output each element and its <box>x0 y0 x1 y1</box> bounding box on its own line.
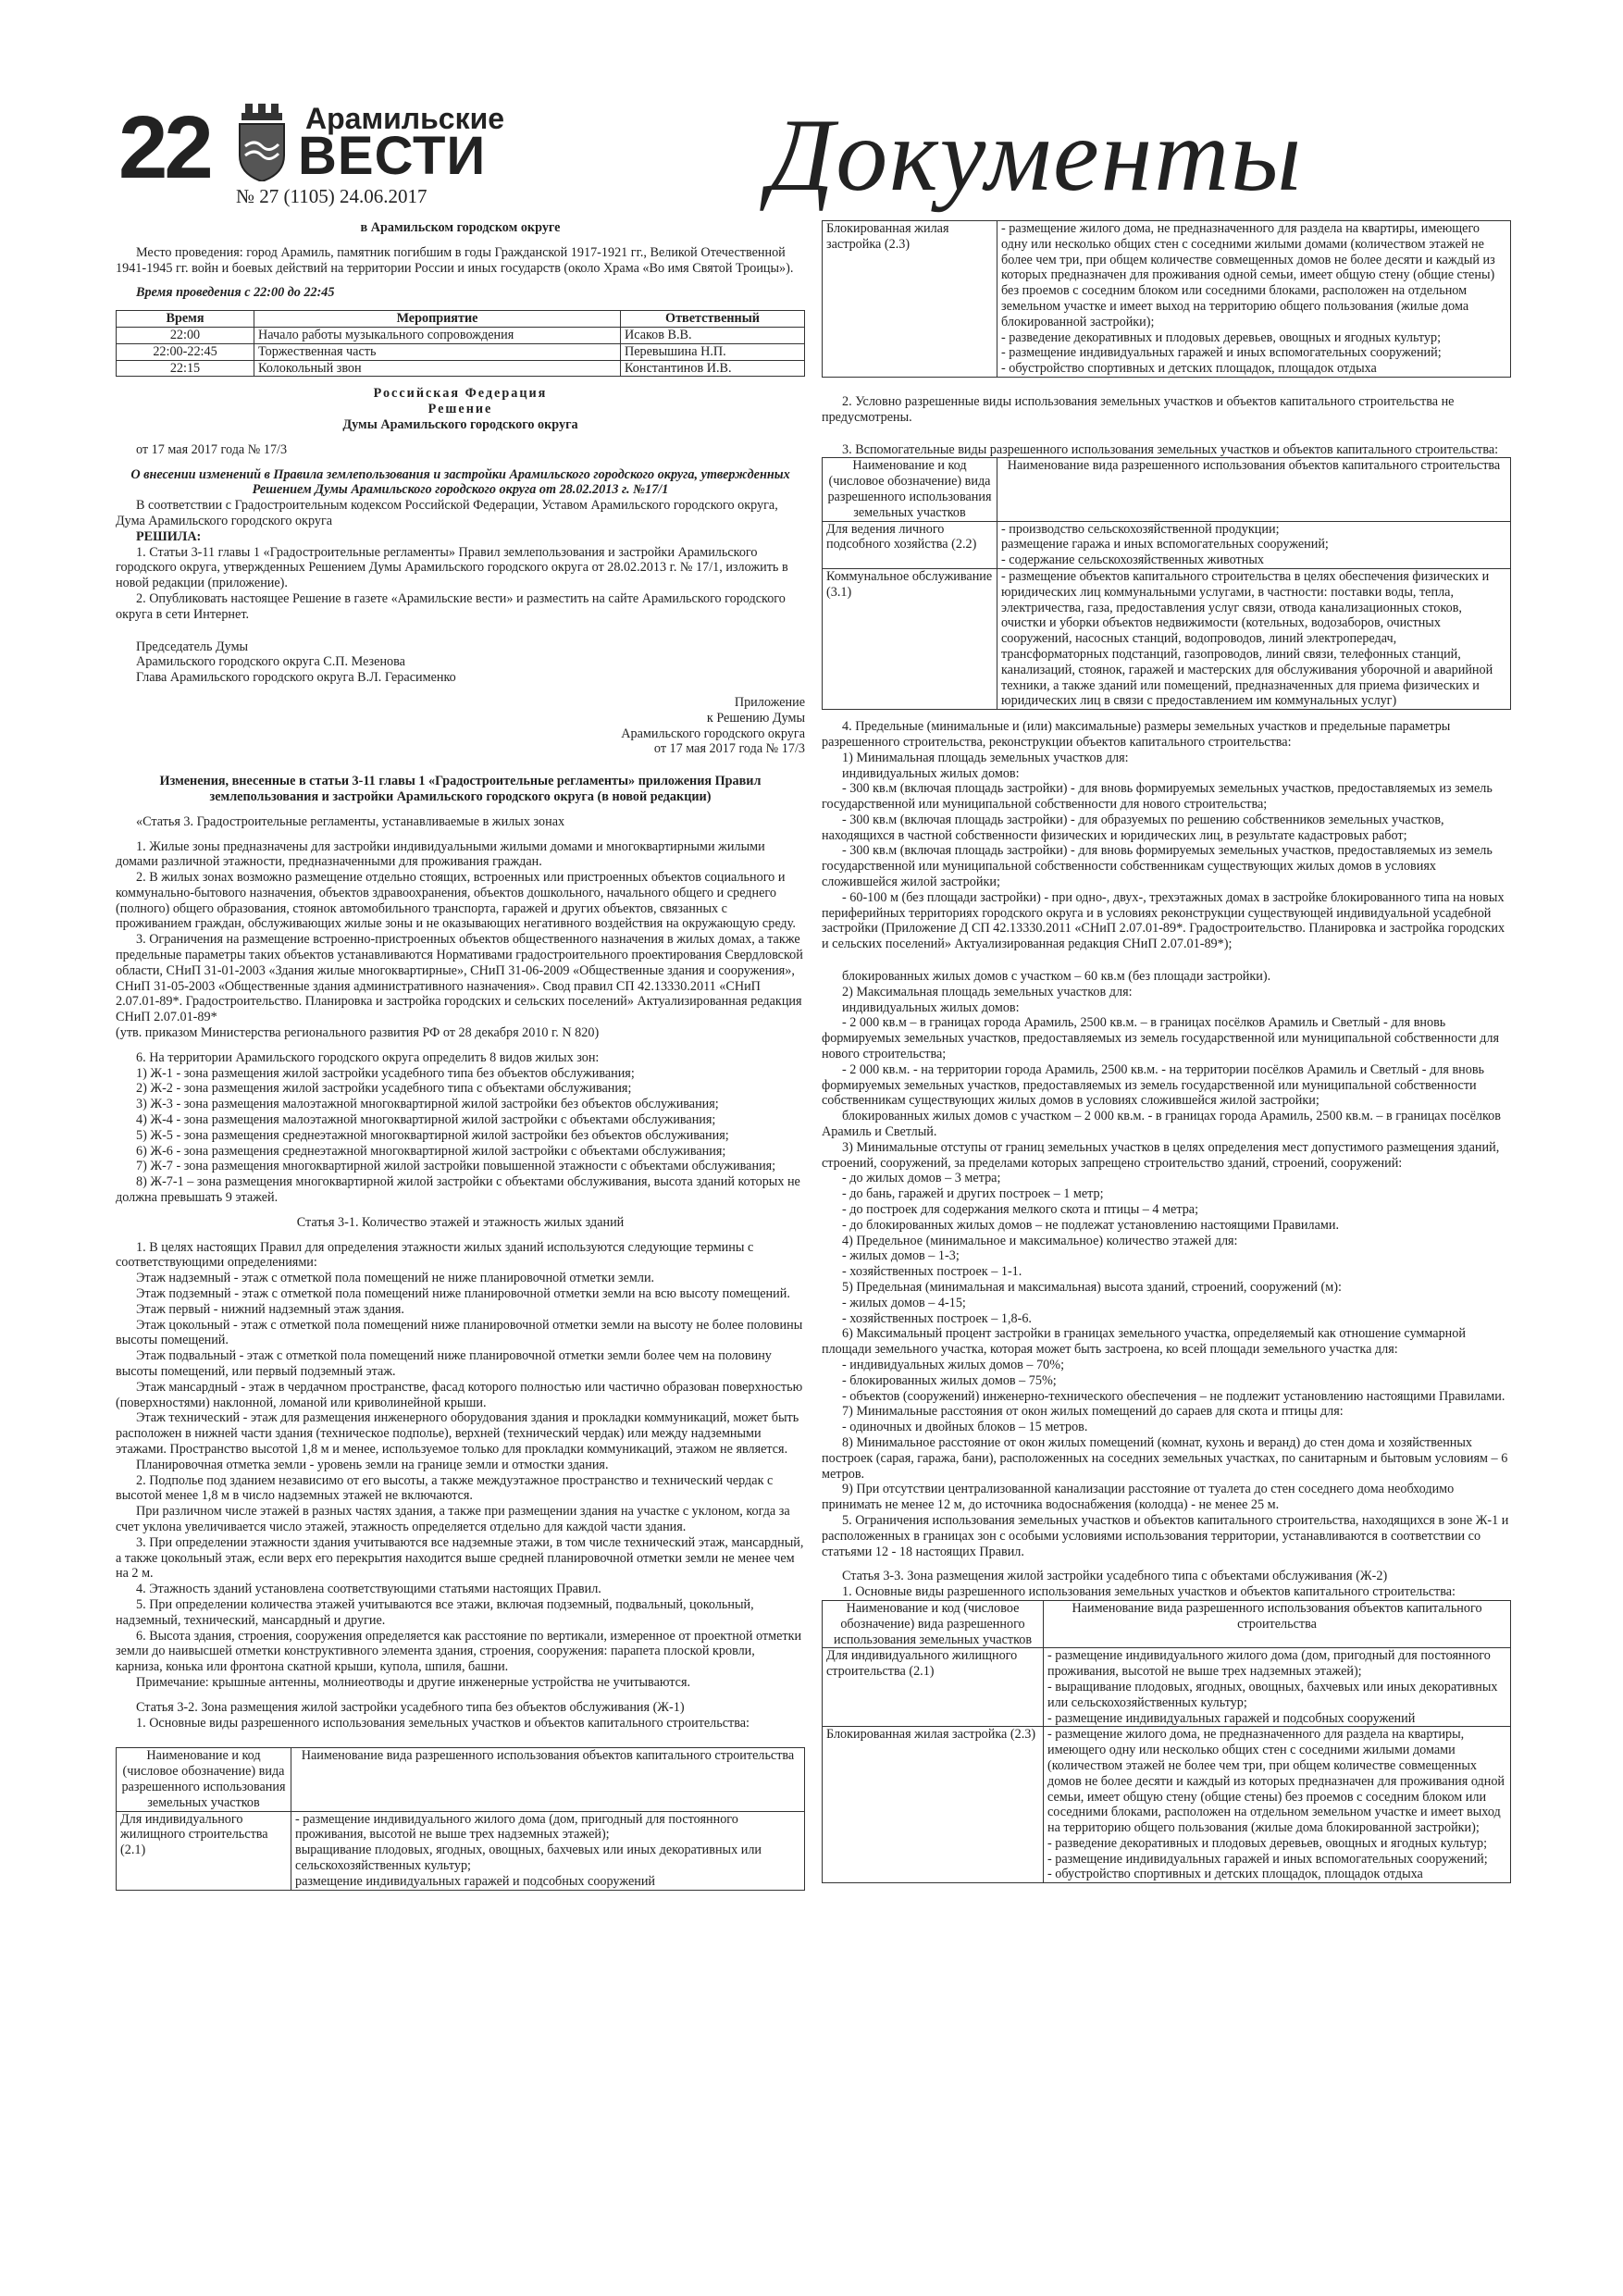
zone-item: 3) Ж-3 - зона размещения малоэтажной многоквартирной жилой застройки без объектов обслуживания; <box>136 1097 719 1112</box>
list-item: - разведение декоративных и плодовых деревьев, овощных и ягодных культур; <box>1001 329 1442 345</box>
table-header: Время <box>117 311 254 328</box>
coat-of-arms-icon <box>236 104 288 181</box>
paragraph: 3. Ограничения на размещение встроенно-пристроенных объектов общественного назначения в жилых домах, а также предельные параметры таких объектов устанавливаются Нормативами градостроительного проектирования Свердловской области, СНиП 31-01-2003 «Здания жилые многоквартирные», СНиП 31-06-2009 «Общественные здания и сооружения», СНиП 31-05-2003 «Общественные здания административного назначения». Свод правил СП 42.13330.2011 «СНиП 2.07.01-89*. Градостроительство. Планировка и застройка городских и сельских поселений» Актуализированная редакция СНиП 2.07.01-89* <box>116 932 803 1025</box>
paragraph: 8) Минимальное расстояние от окон жилых помещений (комнат, кухонь и веранд) до стен дома и хозяйственных построек (сарая, гаража, бани), расположенных на соседних земельных участках, по санитарным и бытовым условиям – 6 метров. <box>822 1434 1508 1482</box>
table-row <box>823 1648 1511 1727</box>
zone-item: 2) Ж-2 - зона размещения жилой застройки усадебного типа с объектами обслуживания; <box>136 1081 632 1097</box>
paragraph: 7) Минимальные расстояния от окон жилых помещений до сараев для скота и птицы для: <box>842 1404 1344 1420</box>
paragraph: Этаж мансардный - этаж в чердачном пространстве, фасад которого полностью или частично образован поверхностью (поверхностями) наклонной, ломаной или криволинейной крыши. <box>116 1379 803 1410</box>
paragraph: - блокированных жилых домов – 75%; <box>842 1372 1057 1388</box>
article-title: Статья 3-3. Зона размещения жилой застройки усадебного типа с объектами обслуживания (Ж-2) <box>842 1569 1388 1584</box>
changes-title: Изменения, внесенные в статьи 3-11 главы 1 «Градостроительные регламенты» приложения Правил землепользования и застройки Арамильского городского округа (в новой редакции) <box>159 774 762 804</box>
paragraph: 2) Максимальная площадь земельных участков для: <box>842 984 1133 999</box>
paragraph: - жилых домов – 1-3; <box>842 1248 960 1264</box>
zone-zh2-main-uses-table <box>822 1600 1511 1883</box>
brand-name-line1: Арамильские <box>305 102 505 135</box>
table-row <box>117 1748 805 1811</box>
table-row <box>117 327 805 343</box>
paragraph: 2. Подполье под зданием независимо от его высоты, а также междуэтажное пространство и технический чердак с высотой менее 1,8 м в число надземных этажей не включаются. <box>116 1472 774 1504</box>
table-row <box>823 1600 1511 1647</box>
zone-item: 8) Ж-7-1 – зона размещения многоквартирной жилой застройки с объектами обслуживания, высота зданий которых не должна превышать 9 этажей. <box>116 1174 800 1206</box>
paragraph: Этаж надземный - этаж с отметкой пола помещений не ниже планировочной отметки земли. <box>136 1271 655 1286</box>
paragraph: - до жилых домов – 3 метра; <box>842 1171 1001 1186</box>
table-cell: 22:00-22:45 <box>117 343 254 360</box>
list-item: выращивание плодовых, ягодных, овощных, бахчевых или иных декоративных или сельскохозяйственных культур; <box>295 1843 762 1873</box>
table-cell: Исаков В.В. <box>621 327 805 343</box>
table-cell: Перевышина Н.П. <box>621 343 805 360</box>
zone-item: 7) Ж-7 - зона размещения многоквартирной жилой застройки повышенной этажности с объектами обслуживания; <box>136 1159 776 1174</box>
paragraph: 1. Основные виды разрешенного использования земельных участков и объектов капитального строительства: <box>136 1715 750 1731</box>
table-cell: Для ведения личного подсобного хозяйства (2.2) <box>823 521 997 568</box>
paragraph: Этаж цокольный - этаж с отметкой пола помещений ниже планировочной отметки земли на высоту не более половины высоты помещений. <box>116 1317 803 1348</box>
zone-item: 4) Ж-4 - зона размещения малоэтажной многоквартирной жилой застройки с объектами обслуживания; <box>136 1112 716 1128</box>
duma-heading: Думы Арамильского городского округа <box>342 416 578 432</box>
paragraph: - жилых домов – 4-15; <box>842 1295 966 1310</box>
list-item: - размещение индивидуального жилого дома (дом, пригодный для постоянного проживания, высотой не выше трех надземных этажей); <box>295 1811 738 1843</box>
paragraph: - одиночных и двойных блоков – 15 метров. <box>842 1420 1088 1435</box>
paragraph: 1. Жилые зоны предназначены для застройки индивидуальными жилыми домами и многоквартирными жилыми домами различной этажности, предназначенными для проживания граждан. <box>116 838 765 870</box>
zone-zh1-blocked-table <box>822 220 1511 378</box>
brand-name-line2: ВЕСТИ <box>298 126 487 186</box>
table-cell: Для индивидуального жилищного строительства (2.1) <box>117 1811 291 1890</box>
table-header: Наименование вида разрешенного использования объектов капитального строительства <box>997 458 1511 521</box>
table-cell: Для индивидуального жилищного строительства (2.1) <box>823 1648 1044 1727</box>
list-item: размещение индивидуальных гаражей и подсобных сооружений <box>295 1873 656 1889</box>
paragraph: 6. На территории Арамильского городского округа определить 8 видов жилых зон: <box>136 1049 600 1065</box>
paragraph: При различном числе этажей в разных частях здания, а также при размещении здания на участке с уклоном, когда за счет уклона увеличивается число этажей, этажность определяется отдельно для каждой части здания. <box>116 1504 790 1534</box>
zone-zh1-main-uses-table <box>116 1747 805 1890</box>
paragraph: 3. Вспомогательные виды разрешенного использования земельных участков и объектов капитального строительства: <box>842 441 1499 457</box>
paragraph: 4. Этажность зданий установлена соответствующими статьями настоящих Правил. <box>136 1582 601 1597</box>
rf-heading: Российская Федерация <box>373 386 548 402</box>
paragraph: - индивидуальных жилых домов – 70%; <box>842 1357 1065 1372</box>
paragraph: 2. В жилых зонах возможно размещение отдельно стоящих, встроенных или пристроенных объектов социального и коммунально-бытового назначения, объектов здравоохранения, объектов дошкольного, начального общего и среднего (полного) общего образования, стоянок автомобильного транспорта, гаражей и других объектов, связанных с проживанием граждан, обслуживающих жилые зоны и не оказывающих негативного воздействия на окружающую среду. <box>116 870 796 932</box>
table-cell <box>1044 1727 1511 1883</box>
paragraph: - хозяйственных построек – 1,8-6. <box>842 1310 1032 1326</box>
paragraph: Этаж технический - этаж для размещения инженерного оборудования здания и прокладки коммуникаций, может быть расположен в нижней части здания (техническое подполье), верхней (технический чердак) или между надземными этажами. Пространство высотой 1,8 м и менее, используемое только для прокладки коммуникаций, этажом не является. <box>116 1410 799 1457</box>
paragraph: блокированных жилых домов с участком – 2 000 кв.м. - в границах города Арамиль, 2500 кв.м. – в границах посёлков Арамиль и Светлый. <box>822 1109 1501 1140</box>
paragraph: - 300 кв.м (включая площадь застройки) - для вновь формируемых земельных участков, предоставляемых из земель государственной или муниципальной собственности собственникам существующих жилых домов в условиях сложившейся жилой застройки; <box>822 843 1493 890</box>
list-item: - содержание сельскохозяйственных животных <box>1001 552 1264 568</box>
paragraph: 1. В целях настоящих Правил для определения этажности жилых зданий используются следующие термины с соответствующими определениями: <box>116 1239 754 1271</box>
decision-title: О внесении изменений в Правила землепользования и застройки Арамильского городского округа, утвержденных Решением Думы Арамильского городского округа от 28.02.2013 г. №17/1 <box>130 466 790 498</box>
paragraph: 5) Предельная (минимальная и максимальная) высота зданий, строений, сооружений (м): <box>842 1280 1342 1295</box>
list-item: - размещение индивидуальных гаражей и подсобных сооружений <box>1047 1710 1416 1726</box>
zone-zh1-auxiliary-uses-table <box>822 457 1511 710</box>
article-title: Статья 3-1. Количество этажей и этажность жилых зданий <box>296 1214 625 1230</box>
table-header: Ответственный <box>621 311 805 328</box>
table-row <box>117 360 805 377</box>
paragraph: 5. Ограничения использования земельных участков и объектов капитального строительства, находящихся в зоне Ж-1 и расположенных в границах зон с особыми условиями использования территории, устанавливаются в соответствии со статьями 12 - 18 настоящих Правил. <box>822 1512 1509 1559</box>
list-item: - разведение декоративных и плодовых деревьев, овощных и ягодных культур; <box>1047 1835 1488 1851</box>
article-title: Статья 3-2. Зона размещения жилой застройки усадебного типа без объектов обслуживания (Ж-1) <box>136 1699 685 1715</box>
table-cell: Константинов И.В. <box>621 360 805 377</box>
paragraph: 5. При определении количества этажей учитываются все этажи, включая подземный, подвальный, цокольный, надземный, технический, мансардный и другие. <box>116 1596 754 1628</box>
signature: Председатель Думы <box>136 639 249 654</box>
table-cell <box>997 521 1511 568</box>
paragraph: 3. При определении этажности здания учитываются все надземные этажи, в том числе технический этаж, мансардный, а также цокольный этаж, если верх его перекрытия находится выше средней планировочной отметки земли не менее чем на 2 м. <box>116 1534 804 1582</box>
table-cell: Колокольный звон <box>254 360 621 377</box>
table-cell <box>291 1811 805 1890</box>
table-cell: Коммунальное обслуживание (3.1) <box>823 568 997 709</box>
paragraph: (утв. приказом Министерства регионального развития РФ от 28 декабря 2010 г. N 820) <box>116 1025 600 1041</box>
paragraph: индивидуальных жилых домов: <box>842 765 1020 781</box>
event-time: Время проведения с 22:00 до 22:45 <box>136 285 335 301</box>
paragraph: - 300 кв.м (включая площадь застройки) - для образуемых по решению собственников земельных участков, находящихся в частной собственности физических и юридических лиц, в результате кадастровых работ; <box>822 812 1444 843</box>
list-item: - размещение индивидуальных гаражей и иных вспомогательных сооружений; <box>1047 1851 1488 1867</box>
resolved: РЕШИЛА: <box>136 528 202 544</box>
table-cell <box>997 221 1511 378</box>
table-cell: Начало работы музыкального сопровождения <box>254 327 621 343</box>
list-item: размещение гаража и иных вспомогательных сооружений; <box>1001 537 1329 552</box>
paragraph: 6. Высота здания, строения, сооружения определяется как расстояние по вертикали, измеренное от проектной отметки земли до наивысшей отметки конструктивного элемента здания, строения, сооружения: парапета плоской кровли, карниза, конька или фронтона скатной крыши, купола, шпиля, башни. <box>116 1628 802 1675</box>
table-cell <box>1044 1648 1511 1727</box>
paragraph: - до построек для содержания мелкого скота и птицы – 4 метра; <box>842 1202 1199 1218</box>
section-title: Документы <box>768 98 1304 213</box>
table-row <box>823 458 1511 521</box>
preamble: В соответствии с Градостроительным кодексом Российской Федерации, Уставом Арамильского городского округа, Дума Арамильского городского округа <box>116 498 778 528</box>
table-cell: 22:15 <box>117 360 254 377</box>
paragraph: блокированных жилых домов с участком – 60 кв.м (без площади застройки). <box>842 969 1271 985</box>
paragraph: 3) Минимальные отступы от границ земельных участков в целях определения мест допустимого размещения зданий, строений, сооружений, за пределами которых запрещено строительство зданий, строений, сооружений: <box>822 1139 1500 1171</box>
table-cell: 22:00 <box>117 327 254 343</box>
article-title: «Статья 3. Градостроительные регламенты, устанавливаемые в жилых зонах <box>136 813 565 829</box>
paragraph: - до бань, гаражей и других построек – 1 метр; <box>842 1186 1104 1202</box>
table-row <box>823 568 1511 709</box>
paragraph: Планировочная отметка земли - уровень земли на границе земли и отмостки здания. <box>136 1457 609 1472</box>
paragraph: Этаж подвальный - этаж с отметкой пола помещений ниже планировочной отметки земли более чем на половину высоты помещений, или первый подземный этаж. <box>116 1348 772 1379</box>
table-row <box>117 1811 805 1890</box>
table-header: Наименование вида разрешенного использования объектов капитального строительства <box>1044 1600 1511 1647</box>
left-column <box>116 220 805 1891</box>
appendix-note: от 17 мая 2017 года № 17/3 <box>653 741 805 757</box>
paragraph: - 300 кв.м (включая площадь застройки) - для вновь формируемых земельных участков, предоставляемых из земель государственной или муниципальной собственности для нового строительства; <box>822 781 1493 813</box>
paragraph: - 60-100 м (без площади застройки) - при одно-, двух-, трехэтажных домах в застройке блокированного типа на новых периферийных территориях городского округа и в условиях реконструкции существующей индивидуальной усадебной застройки (Приложение Д СП 42.13330.2011 «СНиП 2.07.01-89*. Градостроительство. Планировка и застройка городских и сельских поселений» Актуализированная редакция СНиП 2.07.01-89*); <box>822 889 1505 952</box>
paragraph: 1) Минимальная площадь земельных участков для: <box>842 750 1129 765</box>
table-row <box>117 311 805 328</box>
zone-item: 5) Ж-5 - зона размещения среднеэтажной многоквартирной жилой застройки без объектов обслуживания; <box>136 1127 729 1143</box>
paragraph: 2. Условно разрешенные виды использования земельных участков и объектов капитального строительства не предусмотрены. <box>822 393 1455 425</box>
zone-item: 6) Ж-6 - зона размещения среднеэтажной многоквартирной жилой застройки с объектами обслуживания; <box>136 1143 726 1159</box>
schedule-table <box>116 310 805 377</box>
appendix-note: к Решению Думы <box>706 710 805 726</box>
paragraph: индивидуальных жилых домов: <box>842 999 1020 1015</box>
paragraph: 4) Предельное (минимальное и максимальное) количество этажей для: <box>842 1233 1238 1248</box>
decision-heading: Решение <box>427 402 493 417</box>
list-item: - размещение жилого дома, не предназначенного для раздела на квартиры, имеющего одну или несколько общих стен с соседними жилыми домами (количеством этажей не более чем три, при общем количестве совмещенных домов не более десяти и каждый из которых предназначен для проживания одной семьи, имеет общую стену (общие стены) без проемов с соседним блоком или соседними блоками, расположен на отдельном земельном участке и имеет выход на территорию общего пользования (жилые дома блокированной застройки); <box>1001 221 1495 329</box>
list-item: - производство сельскохозяйственной продукции; <box>1001 521 1280 537</box>
list-item: - размещение индивидуальных гаражей и иных вспомогательных сооружений; <box>1001 345 1442 361</box>
paragraph: 4. Предельные (минимальные и (или) максимальные) размеры земельных участков и предельные параметры разрешенного строительства, реконструкции объектов капитального строительства: <box>822 719 1451 750</box>
signature: Арамильского городского округа С.П. Мезенова <box>136 654 405 670</box>
table-row <box>117 343 805 360</box>
appendix-note: Арамильского городского округа <box>621 726 805 741</box>
table-header: Наименование и код (числовое обозначение) вида разрешенного использования земельных участков <box>823 458 997 521</box>
paragraph: - до блокированных жилых домов – не подлежат установлению настоящими Правилами. <box>842 1217 1340 1233</box>
signature: Глава Арамильского городского округа В.Л. Герасименко <box>136 670 456 686</box>
table-cell: Блокированная жилая застройка (2.3) <box>823 1727 1044 1883</box>
paragraph: Этаж первый - нижний надземный этаж здания. <box>136 1301 404 1317</box>
event-place: Место проведения: город Арамиль, памятник погибшим в годы Гражданской 1917-1921 гг., Великой Отечественной 1941-1945 гг. войн и боевых действий на территории России и иных государств (около Храма «Во имя Святой Троицы»). <box>116 244 794 276</box>
paragraph: 9) При отсутствии централизованной канализации расстояние от туалета до стен соседнего дома необходимо принимать не менее 12 м, до источника водоснабжения (колодца) - не менее 25 м. <box>822 1482 1455 1513</box>
table-row <box>823 521 1511 568</box>
table-row <box>823 1727 1511 1883</box>
list-item: - размещение жилого дома, не предназначенного для раздела на квартиры, имеющего одну или несколько общих стен с соседними жилыми домами (количеством этажей не более чем три, при общем количестве совмещенных домов не более десяти и каждый из которых предназначен для проживания одной семьи, имеет общую стену (общие стены) без проемов с соседним блоком или соседними блоками, расположен на отдельном земельном участке и имеет выход на территорию общего пользования (жилые дома блокированной застройки); <box>1047 1727 1505 1836</box>
paragraph: - хозяйственных построек – 1-1. <box>842 1264 1022 1280</box>
paragraph: 1. Основные виды разрешенного использования земельных участков и объектов капитального строительства: <box>842 1584 1456 1600</box>
table-header: Наименование и код (числовое обозначение) вида разрешенного использования земельных участков <box>117 1748 291 1811</box>
event-heading: в Арамильском городском округе <box>360 220 561 235</box>
paragraph: 6) Максимальный процент застройки в границах земельного участка, определяемый как отношение суммарной площади земельного участка, которая может быть застроена, ко всей площади земельного участка для: <box>822 1326 1466 1358</box>
table-header: Наименование и код (числовое обозначение) вида разрешенного использования земельных участков <box>823 1600 1044 1647</box>
paragraph: 2. Опубликовать настоящее Решение в газете «Арамильские вести» и разместить на сайте Арамильского городского округа в сети Интернет. <box>116 590 786 622</box>
table-header: Мероприятие <box>254 311 621 328</box>
paragraph: Примечание: крышные антенны, молниеотводы и другие инженерные устройства не учитываются. <box>136 1674 691 1690</box>
zone-item: 1) Ж-1 - зона размещения жилой застройки усадебного типа без объектов обслуживания; <box>136 1065 635 1081</box>
table-cell: - размещение объектов капитального строительства в целях обеспечения физических и юридических лиц коммунальными услугами, в частности: поставки воды, тепла, электричества, газа, предоставления услуг связи, отвода канализационных стоков, очистки и уборки объектов недвижимости (котельных, водозаборов, очистных сооружений, насосных станций, водопроводов, линий электропередач, трансформаторных подстанций, газопроводов, линий связи, телефонных станций, канализаций, стоянок, гаражей и мастерских для обслуживания уборочной и аварийной техники, а также зданий или помещений, предназначенных для приема физических и юридических лиц в связи с предоставлением им коммунальных услуг) <box>997 568 1511 709</box>
decision-date: от 17 мая 2017 года № 17/3 <box>136 441 288 457</box>
right-column <box>822 220 1511 1883</box>
paragraph: - 2 000 кв.м – в границах города Арамиль, 2500 кв.м. – в границах посёлков Арамиль и Светлый - для вновь формируемых земельных участков, предоставляемых из земель государственной или муниципальной собственности для нового строительства; <box>822 1015 1499 1062</box>
issue-number: № 27 (1105) 24.06.2017 <box>236 185 427 207</box>
paragraph: - объектов (сооружений) инженерно-технического обеспечения – не подлежит установлению настоящими Правилами. <box>842 1388 1505 1404</box>
list-item: - обустройство спортивных и детских площадок, площадок отдыха <box>1047 1867 1423 1882</box>
table-row <box>823 221 1511 378</box>
paragraph: 1. Статьи 3-11 главы 1 «Градостроительные регламенты» Правил землепользования и застройки Арамильского городского округа, утвержденных Решением Думы Арамильского городского округа от 28.02.2013 г. № 17/1, изложить в новой редакции (приложение). <box>116 544 788 591</box>
list-item: - выращивание плодовых, ягодных, овощных, бахчевых или иных декоративных или сельскохозяйственных культур; <box>1047 1679 1498 1710</box>
paragraph: Этаж подземный - этаж с отметкой пола помещений ниже планировочной отметки земли на всю высоту помещений. <box>136 1286 790 1302</box>
list-item: - обустройство спортивных и детских площадок, площадок отдыха <box>1001 361 1377 377</box>
table-cell: Торжественная часть <box>254 343 621 360</box>
table-header: Наименование вида разрешенного использования объектов капитального строительства <box>291 1748 805 1811</box>
table-cell: Блокированная жилая застройка (2.3) <box>823 221 997 378</box>
page-number: 22 <box>118 98 210 197</box>
list-item: - размещение индивидуального жилого дома (дом, пригодный для постоянного проживания, высотой не выше трех надземных этажей); <box>1047 1648 1491 1680</box>
appendix-note: Приложение <box>734 694 805 710</box>
paragraph: - 2 000 кв.м. - на территории города Арамиль, 2500 кв.м. - на территории посёлков Арамиль и Светлый - для вновь формируемых земельных участков, предоставляемых из земель государственной или муниципальной собственности собственникам существующих жилых домов в условиях сложившейся жилой застройки; <box>822 1061 1485 1109</box>
